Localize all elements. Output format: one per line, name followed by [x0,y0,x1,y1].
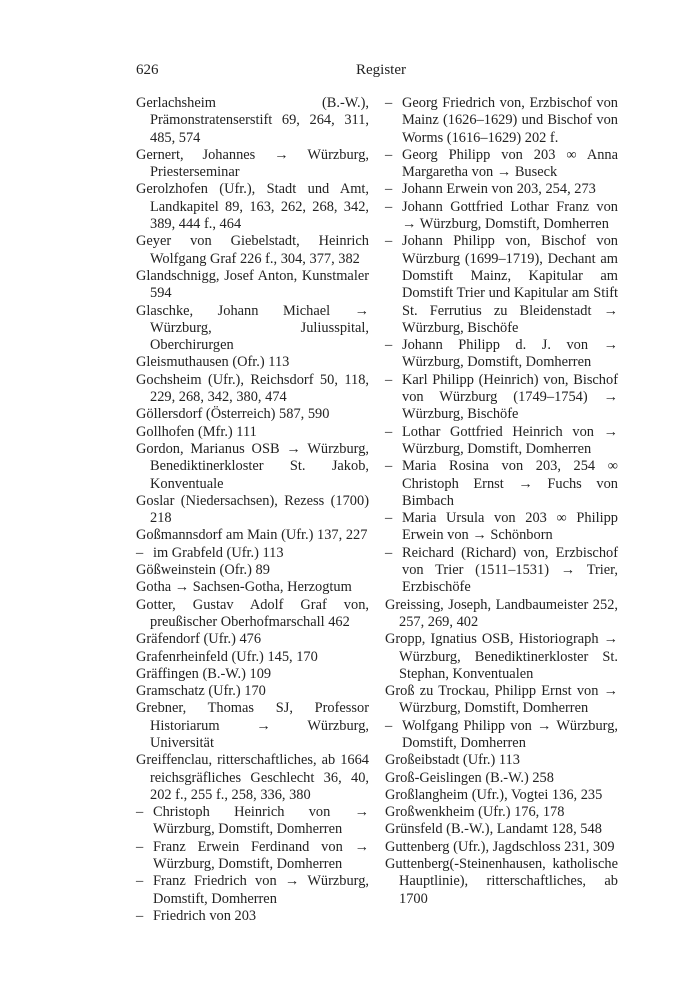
index-entry: Großeibstadt (Ufr.) 113 [385,752,520,769]
index-subentry: – Franz Erwein Ferdinand von → Würzburg, Domstift, Domherren [136,839,369,874]
index-entry: Groß zu Trockau, Philipp Ernst von → Würzburg, Domstift, Domherren [385,683,618,717]
index-entry: Gerolzhofen (Ufr.), Stadt und Amt, Landkapitel 89, 163, 262, 268, 342, 389, 444 f., 464 [136,181,369,233]
index-subentry: – Johann Philipp d. J. von → Würzburg, Domstift, Domherren [385,337,618,372]
index-entry: Glaschke, Johann Michael → Würzburg, Juliusspital, Oberchirurgen [136,302,369,354]
index-entry: Gleismuthausen (Ofr.) 113 [136,354,290,371]
index-entry: Geyer von Giebelstadt, Heinrich Wolfgang Graf 226 f., 304, 377, 382 [136,233,369,267]
index-entry: Groß-Geislingen (B.-W.) 258 [385,769,554,786]
index-entry: Gollhofen (Mfr.) 111 [136,423,257,440]
index-entry: Guttenberg(-Steinenhausen, katholische Hauptlinie), ritterschaftliches, ab 1700 [385,856,618,907]
index-entry: Gräfendorf (Ufr.) 476 [136,631,262,648]
index-entry: Greiffenclau, ritterschaftliches, ab 1664 reichsgräfliches Geschlecht 36, 40, 202 f., 255 f., 258, 336, 380 [136,752,369,803]
index-entry: Gramschatz (Ufr.) 170 [136,683,266,700]
index-entry: Gropp, Ignatius OSB, Historiograph → Würzburg, Benediktinerkloster St. Stephan, Konventualen [385,631,618,682]
index-entry: Grünsfeld (B.-W.), Landamt 128, 548 [385,821,602,838]
index-entry: Gräffingen (B.-W.) 109 [136,665,272,682]
index-entry: Greissing, Joseph, Landbaumeister 252, 257, 269, 402 [385,596,618,630]
index-subentry: – Johann Gottfried Lothar Franz von → Würzburg, Domstift, Domherren [385,199,618,234]
index-subentry: – Georg Philipp von 203 ∞ Anna Margaretha von → Buseck [385,147,618,182]
index-subentry: – Maria Ursula von 203 ∞ Philipp Erwein von → Schönborn [385,510,618,545]
index-entry: Gößweinstein (Ofr.) 89 [136,562,270,579]
page-number: 626 [136,62,159,78]
index-subentry: – Karl Philipp (Heinrich) von, Bischof von Würzburg (1749–1754) → Würzburg, Bischöfe [385,372,618,424]
index-entry: Gernert, Johannes → Würzburg, Priesterseminar [136,146,369,181]
index-subentry: – Christoph Heinrich von → Würzburg, Domstift, Domherren [136,804,369,839]
index-entry: Guttenberg (Ufr.), Jagdschloss 231, 309 [385,838,615,855]
index-entry: Göllersdorf (Österreich) 587, 590 [136,406,330,423]
index-entry: Gotha → Sachsen-Gotha, Herzogtum [136,579,352,596]
index-subentry: – Reichard (Richard) von, Erzbischof von Trier (1511–1531) → Trier, Erzbischöfe [385,545,618,597]
index-entry: Goslar (Niedersachsen), Rezess (1700) 218 [136,492,369,527]
index-entry: Großwenkheim (Ufr.) 176, 178 [385,804,565,821]
index-subentry: – im Grabfeld (Ufr.) 113 [136,545,369,562]
index-entry: Großlangheim (Ufr.), Vogtei 136, 235 [385,786,603,803]
index-entry: Gordon, Marianus OSB → Würzburg, Benediktinerkloster St. Jakob, Konventuale [136,440,369,492]
index-entry: Glandschnigg, Josef Anton, Kunstmaler 594 [136,267,369,302]
index-subentry: – Lothar Gottfried Heinrich von → Würzburg, Domstift, Domherren [385,424,618,459]
running-head: Register [356,62,406,78]
index-subentry: – Johann Erwein von 203, 254, 273 [385,181,618,198]
index-subentry: – Maria Rosina von 203, 254 ∞ Christoph Ernst → Fuchs von Bimbach [385,458,618,510]
index-column-right [385,95,618,908]
index-entry: Gochsheim (Ufr.), Reichsdorf 50, 118, 229, 268, 342, 380, 474 [136,371,369,406]
index-subentry: – Georg Friedrich von, Erzbischof von Mainz (1626–1629) und Bischof von Worms (1616–1629) 202 f. [385,95,618,147]
index-entry: Grafenrheinfeld (Ufr.) 145, 170 [136,648,318,665]
index-subentry: – Wolfgang Philipp von → Würzburg, Domstift, Domherren [385,718,618,753]
index-subentry: – Franz Friedrich von → Würzburg, Domstift, Domherren [136,873,369,908]
index-entry: Gerlachsheim (B.-W.), Prämonstratenserstift 69, 264, 311, 485, 574 [136,95,369,146]
index-entry: Goßmannsdorf am Main (Ufr.) 137, 227 [136,527,368,544]
index-subentry: – Johann Philipp von, Bischof von Würzburg (1699–1719), Dechant am Domstift Mainz, Kapitular am Domstift Trier und Kapitular am Stift St. Ferrutius zu Bleidenstadt → Würzburg, Bischöfe [385,233,618,337]
index-entry: Grebner, Thomas SJ, Professor Historiarum → Würzburg, Universität [136,700,369,751]
index-entry: Gotter, Gustav Adolf Graf von, preußischer Oberhofmarschall 462 [136,596,369,630]
index-subentry: – Friedrich von 203 [136,908,369,925]
index-column-left [136,95,369,925]
